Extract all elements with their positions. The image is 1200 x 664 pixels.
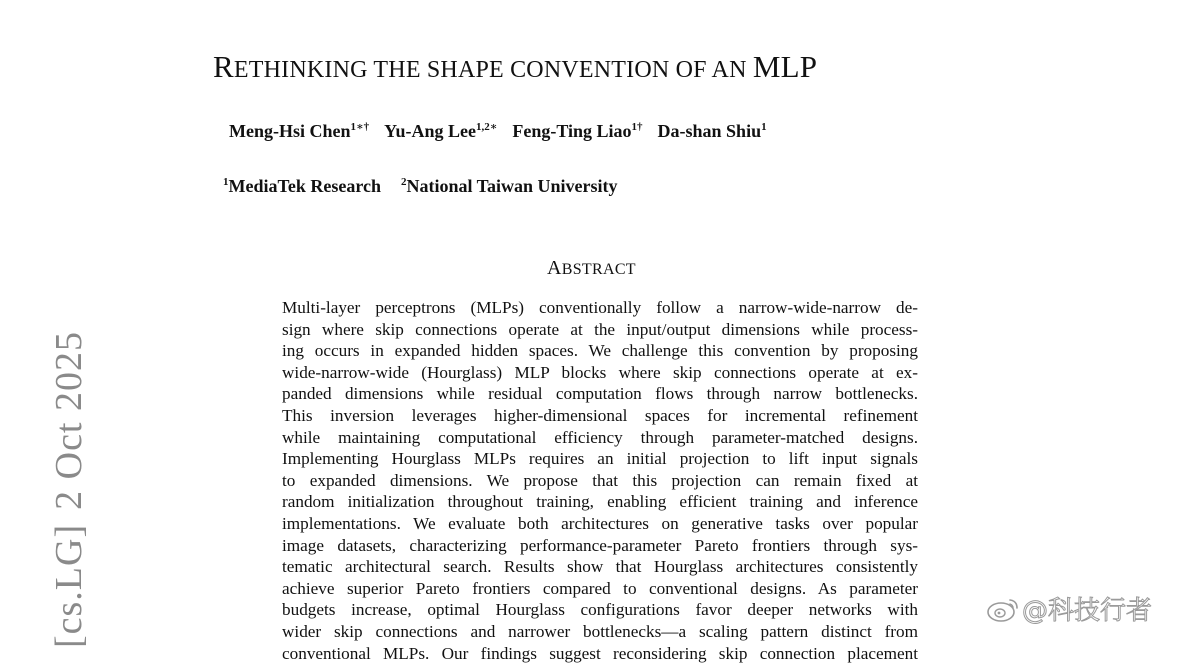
abstract-line: implementations. We evaluate both architectures on generative tasks over popular: [282, 513, 918, 535]
author-affiliation-mark: 1,2∗: [476, 121, 497, 133]
author-affiliation-mark: 1∗†: [351, 121, 370, 133]
abstract-line: conventional MLPs. Our findings suggest reconsidering skip connection placement: [282, 643, 918, 664]
abstract-line: ing occurs in expanded hidden spaces. We challenge this convention by proposing: [282, 340, 918, 362]
affiliation-name: National Taiwan University: [407, 176, 618, 196]
arxiv-side-stamp: [47, 331, 91, 648]
abstract-line: panded dimensions while residual computation flows through narrow bottlenecks.: [282, 383, 918, 405]
abstract-line: tematic architectural search. Results show that Hourglass architectures consistently: [282, 556, 918, 578]
author: [512, 121, 642, 141]
author-name: Feng-Ting Liao: [512, 121, 631, 141]
title-part: ETHINKING THE SHAPE CONVENTION OF AN: [234, 57, 753, 83]
author-list: [229, 121, 782, 142]
abstract-heading-initial: A: [547, 257, 562, 279]
abstract-line: image datasets, characterizing performance-parameter Pareto frontiers through sys-: [282, 535, 918, 557]
abstract-line: to expanded dimensions. We propose that this projection can remain fixed at: [282, 470, 918, 492]
abstract-line: achieve superior Pareto frontiers compared to conventional designs. As parameter: [282, 578, 918, 600]
author: [229, 121, 369, 141]
author-name: Yu-Ang Lee: [384, 121, 476, 141]
abstract-heading-rest: BSTRACT: [562, 261, 636, 278]
arxiv-date: 2 Oct 2025: [48, 331, 90, 510]
abstract-line: This inversion leverages higher-dimensional spaces for incremental refinement: [282, 405, 918, 427]
affiliation: [401, 176, 618, 196]
author-name: Da-shan Shiu: [658, 121, 762, 141]
watermark: [986, 590, 1152, 627]
watermark-text: @科技行者: [1022, 590, 1152, 627]
affiliation: [223, 176, 381, 196]
affiliation-mark: 2: [401, 176, 407, 188]
author-affiliation-mark: 1: [761, 121, 767, 133]
author: [658, 121, 767, 141]
title-part: R: [213, 49, 234, 84]
affiliation-name: MediaTek Research: [229, 176, 382, 196]
affiliation-mark: 1: [223, 176, 229, 188]
author-name: Meng-Hsi Chen: [229, 121, 351, 141]
abstract-line: budgets increase, optimal Hourglass configurations favor deeper networks with: [282, 599, 918, 621]
abstract-line: sign where skip connections operate at the input/output dimensions while process-: [282, 319, 918, 341]
author-affiliation-mark: 1†: [632, 121, 643, 133]
abstract-line: Implementing Hourglass MLPs requires an initial projection to lift input signals: [282, 448, 918, 470]
abstract-heading: [547, 257, 636, 280]
author: [384, 121, 497, 141]
abstract-line: random initialization throughout training, enabling efficient training and inference: [282, 491, 918, 513]
abstract-line: wider skip connections and narrower bottlenecks—a scaling pattern distinct from: [282, 621, 918, 643]
weibo-logo-icon: [986, 595, 1020, 623]
title-part: MLP: [753, 49, 817, 84]
abstract-line: Multi-layer perceptrons (MLPs) conventionally follow a narrow-wide-narrow de-: [282, 297, 918, 319]
abstract-line: while maintaining computational efficiency through parameter-matched designs.: [282, 427, 918, 449]
paper-title: [213, 49, 817, 85]
abstract-line: wide-narrow-wide (Hourglass) MLP blocks where skip connections operate at ex-: [282, 362, 918, 384]
abstract-body: [282, 297, 918, 648]
arxiv-category: [cs.LG]: [48, 524, 90, 648]
affiliation-list: [223, 176, 638, 197]
